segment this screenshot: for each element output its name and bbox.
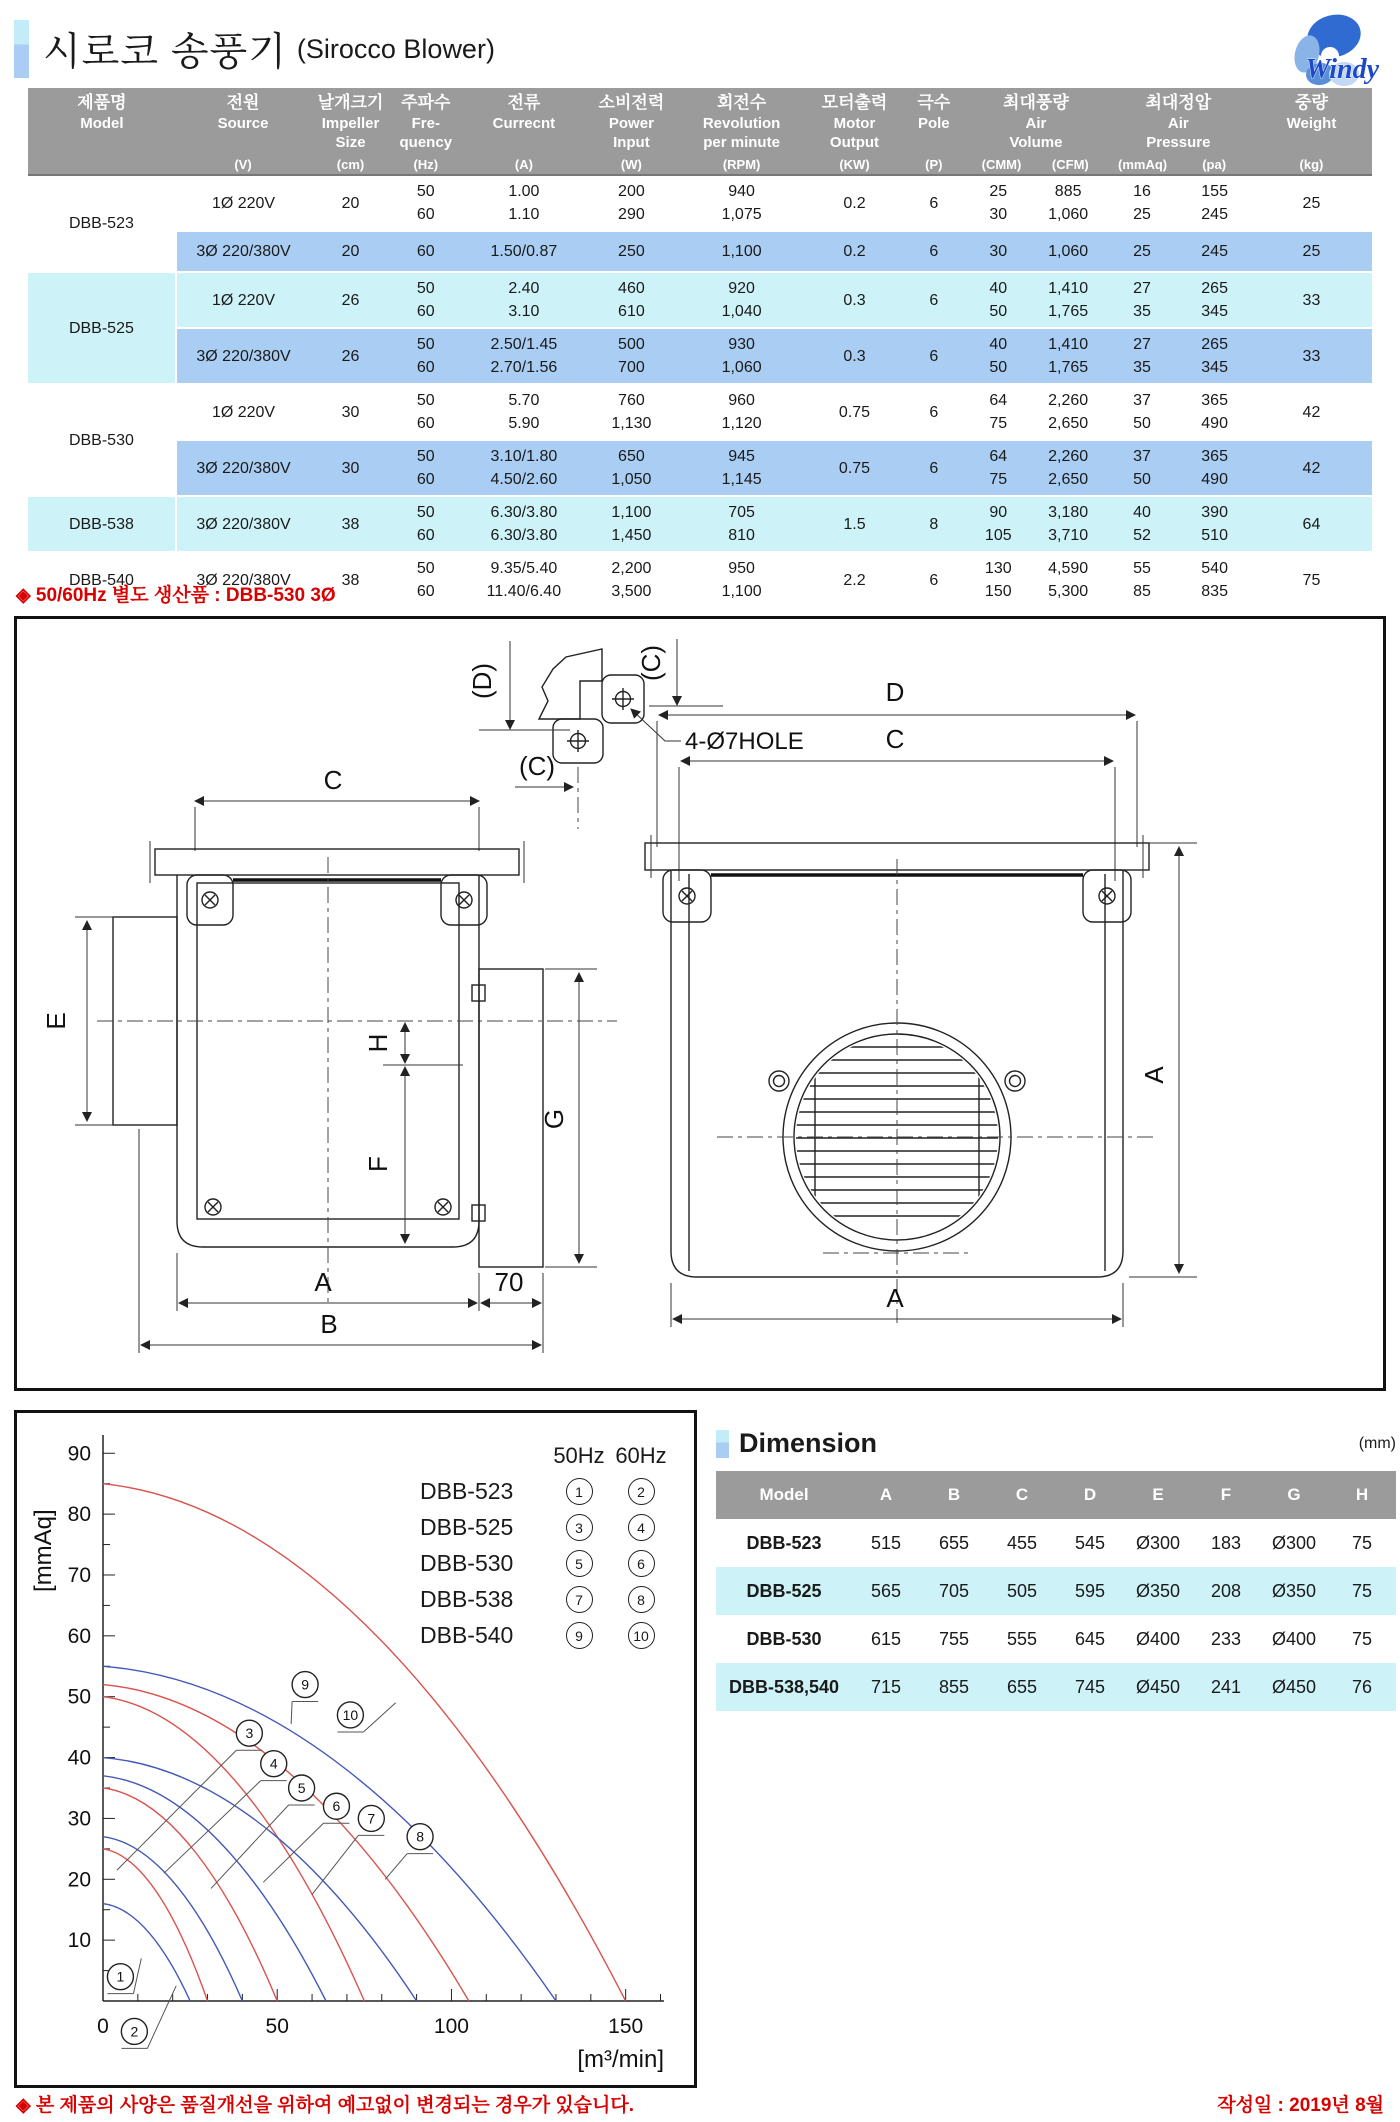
logo-text: Windy [1305, 54, 1379, 85]
legend-curve-number: 5 [566, 1550, 593, 1577]
spec-cell: 26 [310, 272, 391, 328]
svg-text:50: 50 [67, 1685, 91, 1709]
dimension-cell: 645 [1056, 1615, 1124, 1663]
dimension-cell: 565 [852, 1567, 920, 1615]
spec-cell: 6 [902, 231, 967, 272]
spec-cell: 1Ø 220V [176, 272, 310, 328]
spec-col-header: 제품명 Model [28, 88, 176, 175]
spec-cell: 6.30/3.80 6.30/3.80 [461, 496, 587, 552]
svg-text:30: 30 [67, 1807, 91, 1831]
legend-model: DBB-540 [420, 1622, 514, 1648]
legend-curve-number: 2 [628, 1478, 655, 1505]
dimension-cell: 755 [920, 1615, 988, 1663]
spec-cell: 1.00 1.10 [461, 175, 587, 231]
spec-model-cell: DBB-525 [28, 272, 176, 384]
spec-row [28, 496, 1372, 552]
dimension-header-row [716, 1471, 1396, 1519]
spec-cell: 90 105 [966, 496, 1031, 552]
dim-label-f: F [363, 1156, 393, 1172]
spec-cell: 500 700 [587, 328, 676, 384]
dim-label-a-front: A [886, 1283, 904, 1313]
technical-drawing [17, 619, 1383, 1382]
svg-text:150: 150 [608, 2015, 644, 2038]
dimension-row [716, 1567, 1396, 1615]
spec-cell: 6 [902, 272, 967, 328]
svg-text:0: 0 [97, 2015, 109, 2038]
spec-cell: 20 [310, 231, 391, 272]
chart-legend [420, 1443, 672, 1649]
svg-text:9: 9 [301, 1676, 309, 1693]
dimension-title: Dimension [739, 1428, 878, 1458]
svg-text:10: 10 [342, 1706, 359, 1723]
production-note: ◈ 50/60Hz 별도 생산품 : DBB-530 3Ø [16, 585, 336, 606]
spec-cell: 6 [902, 552, 967, 607]
spec-col-header: 최대정압 Air Pressure (mmAq) (pa) [1106, 88, 1251, 175]
dimension-cell: 715 [852, 1663, 920, 1711]
spec-cell: 6 [902, 384, 967, 440]
spec-cell: 30 [310, 384, 391, 440]
dim-label-d-paren: (D) [467, 662, 497, 700]
spec-cell: 27 35 [1106, 328, 1179, 384]
dimension-cell: 241 [1192, 1663, 1260, 1711]
legend-header: 60Hz [615, 1443, 667, 1468]
dimension-model-cell: DBB-530 [716, 1615, 852, 1663]
legend-curve-number: 9 [566, 1622, 593, 1649]
spec-cell: 60 [391, 231, 461, 272]
corner-detail-drawing [467, 639, 804, 829]
dimension-section [716, 1428, 1396, 1711]
legend-model: DBB-523 [420, 1478, 514, 1504]
spec-cell: 5.70 5.90 [461, 384, 587, 440]
spec-model-cell: DBB-538 [28, 496, 176, 552]
legend-curve-number: 4 [628, 1514, 655, 1541]
spec-cell: 265 345 [1178, 272, 1251, 328]
svg-text:20: 20 [67, 1868, 91, 1892]
svg-text:1: 1 [116, 1968, 125, 1985]
dimension-cell: 455 [988, 1519, 1056, 1567]
spec-cell: 40 50 [966, 328, 1031, 384]
spec-cell: 130 150 [966, 552, 1031, 607]
svg-text:10: 10 [67, 1929, 91, 1953]
spec-cell: 0.75 [807, 384, 901, 440]
footer-date: 작성일 : 2019년 8월 [1217, 2095, 1384, 2116]
spec-cell: 50 60 [391, 384, 461, 440]
dimension-cell: Ø350 [1124, 1567, 1192, 1615]
spec-cell: 1.5 [807, 496, 901, 552]
spec-cell: 50 60 [391, 440, 461, 496]
dim-label-c: C [323, 765, 343, 795]
spec-cell: 930 1,060 [676, 328, 808, 384]
spec-cell: 705 810 [676, 496, 808, 552]
dimension-cell: 655 [988, 1663, 1056, 1711]
dimension-cell: 183 [1192, 1519, 1260, 1567]
spec-cell: 1,100 1,450 [587, 496, 676, 552]
spec-cell: 8 [902, 496, 967, 552]
front-view-drawing [645, 677, 1197, 1327]
spec-col-header: 중량 Weight (kg) [1251, 88, 1372, 175]
drawing-panel [14, 616, 1386, 1391]
svg-text:2: 2 [130, 2023, 139, 2040]
svg-text:[m³/min]: [m³/min] [577, 2046, 664, 2073]
svg-text:40: 40 [67, 1746, 91, 1770]
spec-cell: 3.10/1.80 4.50/2.60 [461, 440, 587, 496]
svg-text:3: 3 [245, 1725, 254, 1742]
dimension-cell: Ø450 [1260, 1663, 1328, 1711]
svg-text:5: 5 [297, 1779, 306, 1796]
spec-cell: 40 52 [1106, 496, 1179, 552]
legend-model: DBB-525 [420, 1514, 514, 1540]
spec-row [28, 175, 1372, 231]
spec-cell: 0.3 [807, 272, 901, 328]
dimension-cell: 855 [920, 1663, 988, 1711]
spec-cell: 2,260 2,650 [1031, 440, 1106, 496]
spec-cell: 1.50/0.87 [461, 231, 587, 272]
dim-label-c-paren-vert: (C) [636, 644, 666, 682]
spec-cell: 390 510 [1178, 496, 1251, 552]
windy-logo [1278, 12, 1382, 97]
spec-cell: 365 490 [1178, 384, 1251, 440]
spec-cell: 3Ø 220/380V [176, 328, 310, 384]
legend-curve-number: 1 [566, 1478, 593, 1505]
spec-row [28, 272, 1372, 328]
dimension-row [716, 1519, 1396, 1567]
spec-cell: 20 [310, 175, 391, 231]
dimension-cell: Ø350 [1260, 1567, 1328, 1615]
spec-cell: 9.35/5.40 11.40/6.40 [461, 552, 587, 607]
dimension-cell: Ø400 [1124, 1615, 1192, 1663]
dimension-row [716, 1615, 1396, 1663]
spec-cell: 25 [1251, 175, 1372, 231]
legend-curve-number: 3 [566, 1514, 593, 1541]
spec-cell: 55 85 [1106, 552, 1179, 607]
spec-row [28, 328, 1372, 384]
dimension-cell: 75 [1328, 1519, 1396, 1567]
spec-cell: 2,200 3,500 [587, 552, 676, 607]
spec-row [28, 384, 1372, 440]
dimension-col-header: H [1328, 1471, 1396, 1519]
spec-cell: 50 60 [391, 175, 461, 231]
svg-text:80: 80 [67, 1503, 91, 1527]
legend-curve-number: 8 [628, 1586, 655, 1613]
spec-cell: 200 290 [587, 175, 676, 231]
spec-cell: 3Ø 220/380V [176, 552, 310, 607]
spec-cell: 365 490 [1178, 440, 1251, 496]
spec-cell: 6 [902, 440, 967, 496]
dimension-title-row [716, 1428, 1396, 1459]
spec-model-cell: DBB-530 [28, 384, 176, 496]
spec-cell: 50 60 [391, 552, 461, 607]
dimension-row [716, 1663, 1396, 1711]
spec-table [28, 88, 1372, 607]
spec-col-header: 극수 Pole (P) [902, 88, 967, 175]
legend-curve-number: 7 [566, 1586, 593, 1613]
spec-cell: 50 60 [391, 496, 461, 552]
dimension-cell: 545 [1056, 1519, 1124, 1567]
spec-cell: 50 60 [391, 272, 461, 328]
spec-cell: 540 835 [1178, 552, 1251, 607]
dimension-model-cell: DBB-538,540 [716, 1663, 852, 1711]
svg-text:60: 60 [67, 1624, 91, 1648]
spec-cell: 38 [310, 552, 391, 607]
spec-cell: 50 60 [391, 328, 461, 384]
footer-disclaimer: ◈ 본 제품의 사양은 품질개선을 위하여 예고없이 변경되는 경우가 있습니다. [16, 2095, 635, 2116]
spec-cell: 1Ø 220V [176, 175, 310, 231]
dimension-col-header: A [852, 1471, 920, 1519]
spec-table-section [28, 88, 1372, 607]
dim-label-c-paren-horiz: (C) [518, 751, 556, 781]
spec-row [28, 231, 1372, 272]
title-accent-bar [14, 20, 29, 78]
spec-cell: 38 [310, 496, 391, 552]
svg-text:8: 8 [416, 1828, 424, 1845]
spec-cell: 940 1,075 [676, 175, 808, 231]
spec-row [28, 440, 1372, 496]
dim-label-a-side: A [314, 1267, 332, 1297]
dim-label-a-vert: A [1139, 1066, 1169, 1084]
spec-cell: 6 [902, 175, 967, 231]
spec-cell: 920 1,040 [676, 272, 808, 328]
dimension-col-header: C [988, 1471, 1056, 1519]
dimension-cell: Ø300 [1124, 1519, 1192, 1567]
dimension-cell: 505 [988, 1567, 1056, 1615]
dimension-col-header: F [1192, 1471, 1260, 1519]
dimension-cell: Ø300 [1260, 1519, 1328, 1567]
spec-cell: 2.50/1.45 2.70/1.56 [461, 328, 587, 384]
dimension-col-header: B [920, 1471, 988, 1519]
spec-cell: 2.2 [807, 552, 901, 607]
dimension-cell: 515 [852, 1519, 920, 1567]
spec-cell: 1,100 [676, 231, 808, 272]
dimension-col-header: G [1260, 1471, 1328, 1519]
spec-cell: 1,060 [1031, 231, 1106, 272]
spec-cell: 33 [1251, 328, 1372, 384]
spec-cell: 960 1,120 [676, 384, 808, 440]
svg-text:[mmAq]: [mmAq] [30, 1509, 57, 1592]
spec-cell: 885 1,060 [1031, 175, 1106, 231]
spec-col-header: 소비전력 Power Input (W) [587, 88, 676, 175]
spec-col-header: 날개크기 Impeller Size (cm) [310, 88, 391, 175]
svg-text:90: 90 [67, 1442, 91, 1466]
side-view-drawing [41, 765, 617, 1353]
dimension-cell: Ø450 [1124, 1663, 1192, 1711]
dim-label-c-front: C [885, 724, 905, 754]
spec-cell: 33 [1251, 272, 1372, 328]
spec-cell: 3,180 3,710 [1031, 496, 1106, 552]
spec-cell: 945 1,145 [676, 440, 808, 496]
svg-text:100: 100 [433, 2015, 469, 2038]
spec-cell: 3Ø 220/380V [176, 496, 310, 552]
legend-model: DBB-530 [420, 1550, 514, 1576]
spec-cell: 155 245 [1178, 175, 1251, 231]
svg-text:4: 4 [269, 1755, 278, 1772]
legend-header: 50Hz [553, 1443, 605, 1468]
spec-cell: 64 75 [966, 440, 1031, 496]
spec-cell: 37 50 [1106, 384, 1179, 440]
legend-model: DBB-538 [420, 1586, 514, 1612]
legend-curve-number: 6 [628, 1550, 655, 1577]
spec-model-cell: DBB-540 [28, 552, 176, 607]
spec-header-row [28, 88, 1372, 175]
spec-cell: 0.75 [807, 440, 901, 496]
dimension-unit: (mm) [1358, 1434, 1396, 1452]
dimension-cell: Ø400 [1260, 1615, 1328, 1663]
spec-cell: 37 50 [1106, 440, 1179, 496]
spec-cell: 2.40 3.10 [461, 272, 587, 328]
spec-cell: 64 75 [966, 384, 1031, 440]
spec-cell: 42 [1251, 384, 1372, 440]
dim-label-e: E [41, 1012, 71, 1030]
spec-cell: 650 1,050 [587, 440, 676, 496]
spec-cell: 6 [902, 328, 967, 384]
spec-col-header: 전원 Source (V) [176, 88, 310, 175]
spec-cell: 64 [1251, 496, 1372, 552]
spec-col-header: 모터출력 Motor Output (KW) [807, 88, 901, 175]
windy-logo-icon [1278, 12, 1382, 92]
spec-cell: 250 [587, 231, 676, 272]
page-subtitle: (Sirocco Blower) [296, 33, 495, 64]
spec-cell: 0.2 [807, 231, 901, 272]
dimension-cell: 655 [920, 1519, 988, 1567]
dim-label-g: G [539, 1108, 569, 1130]
dimension-cell: 705 [920, 1567, 988, 1615]
spec-cell: 245 [1178, 231, 1251, 272]
svg-text:50: 50 [265, 2015, 289, 2038]
spec-cell: 27 35 [1106, 272, 1179, 328]
spec-cell: 42 [1251, 440, 1372, 496]
spec-cell: 25 [1251, 231, 1372, 272]
dim-label-d: D [885, 677, 905, 707]
dimension-cell: 75 [1328, 1615, 1396, 1663]
spec-col-header: 최대풍량 Air Volume (CMM) (CFM) [966, 88, 1106, 175]
spec-col-header: 주파수 Fre- quency (Hz) [391, 88, 461, 175]
spec-cell: 1,410 1,765 [1031, 328, 1106, 384]
page-header [14, 10, 1390, 88]
dimension-model-cell: DBB-525 [716, 1567, 852, 1615]
spec-cell: 3Ø 220/380V [176, 440, 310, 496]
svg-text:7: 7 [367, 1810, 376, 1827]
dimension-cell: 75 [1328, 1567, 1396, 1615]
spec-cell: 26 [310, 328, 391, 384]
dimension-accent-bullet [716, 1430, 729, 1458]
dimension-col-header: E [1124, 1471, 1192, 1519]
dimension-cell: 745 [1056, 1663, 1124, 1711]
dim-label-b: B [320, 1309, 338, 1339]
spec-col-header: 회전수 Revolution per minute (RPM) [676, 88, 808, 175]
spec-cell: 30 [310, 440, 391, 496]
hole-note-label: 4-Ø7HOLE [685, 728, 804, 755]
spec-cell: 16 25 [1106, 175, 1179, 231]
spec-cell: 950 1,100 [676, 552, 808, 607]
spec-cell: 4,590 5,300 [1031, 552, 1106, 607]
spec-cell: 265 345 [1178, 328, 1251, 384]
svg-text:70: 70 [67, 1563, 91, 1587]
dimension-col-header: Model [716, 1471, 852, 1519]
spec-cell: 0.3 [807, 328, 901, 384]
dimension-cell: 76 [1328, 1663, 1396, 1711]
spec-cell: 1Ø 220V [176, 384, 310, 440]
legend-curve-number: 10 [628, 1622, 655, 1649]
dimension-model-cell: DBB-523 [716, 1519, 852, 1567]
dim-label-70: 70 [494, 1267, 524, 1297]
spec-cell: 2,260 2,650 [1031, 384, 1106, 440]
spec-cell: 3Ø 220/380V [176, 231, 310, 272]
spec-cell: 0.2 [807, 175, 901, 231]
spec-cell: 25 [1106, 231, 1179, 272]
dimension-table [716, 1471, 1396, 1711]
spec-cell: 1,410 1,765 [1031, 272, 1106, 328]
svg-text:6: 6 [332, 1798, 341, 1815]
page-title: 시로코 송풍기 [43, 31, 287, 74]
dimension-col-header: D [1056, 1471, 1124, 1519]
dimension-cell: 233 [1192, 1615, 1260, 1663]
spec-cell: 75 [1251, 552, 1372, 607]
dimension-cell: 208 [1192, 1567, 1260, 1615]
spec-model-cell: DBB-523 [28, 175, 176, 272]
spec-cell: 30 [966, 231, 1031, 272]
spec-cell: 25 30 [966, 175, 1031, 231]
dim-label-h: H [363, 1033, 393, 1053]
performance-chart-panel [14, 1410, 697, 2088]
spec-cell: 460 610 [587, 272, 676, 328]
dimension-cell: 615 [852, 1615, 920, 1663]
spec-cell: 40 50 [966, 272, 1031, 328]
dimension-cell: 555 [988, 1615, 1056, 1663]
dimension-cell: 595 [1056, 1567, 1124, 1615]
spec-col-header: 전류 Currecnt (A) [461, 88, 587, 175]
spec-cell: 760 1,130 [587, 384, 676, 440]
